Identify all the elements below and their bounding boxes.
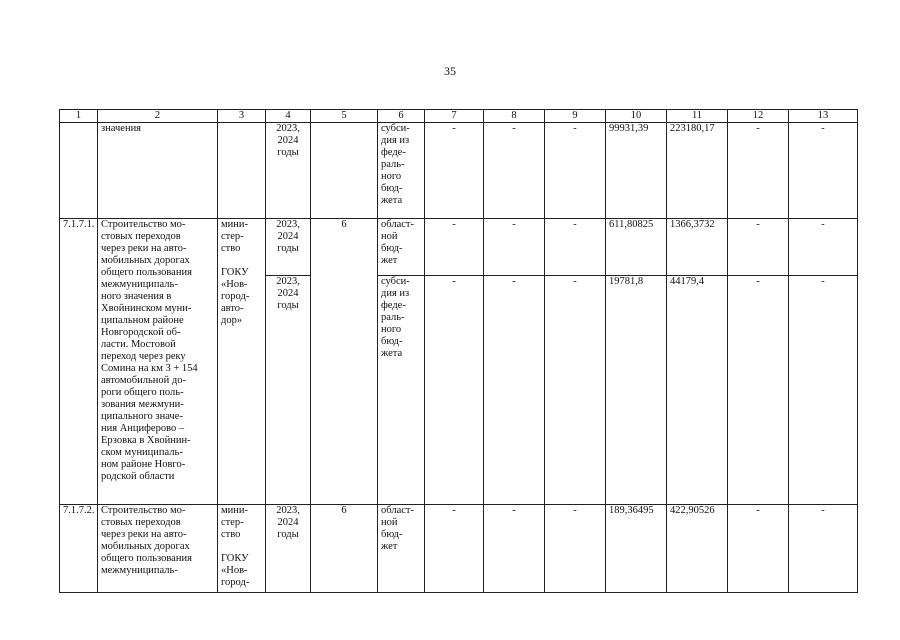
column-header: 9 [545,110,606,123]
value-cell: - [545,219,606,276]
source-cell: субси- дия из феде- раль- ного бюд- жета [378,276,425,505]
value-cell: 189,36495 [606,505,667,593]
value-cell: - [728,219,789,276]
value-cell: - [484,505,545,593]
name-cell: значения [98,123,218,219]
value-cell: - [484,276,545,505]
header-row [60,110,858,123]
target-cell [311,123,378,219]
value-cell: - [425,276,484,505]
page-number: 35 [444,64,456,78]
value-cell: - [425,123,484,219]
code-cell [60,123,98,219]
value-cell: - [789,276,858,505]
source-cell: субси- дия из феде- раль- ного бюд- жета [378,123,425,219]
table-row-7172 [60,505,858,593]
code-cell: 7.1.7.1. [60,219,98,505]
target-cell: 6 [311,505,378,593]
code-cell: 7.1.7.2. [60,505,98,593]
value-cell: - [484,219,545,276]
value-cell: - [728,276,789,505]
table-row-continuation [60,123,858,219]
column-header: 1 [60,110,98,123]
value-cell: - [789,219,858,276]
name-cell: Строительство мо- стовых переходов через реки на авто- мобильных дорогах общего пользования межмуниципаль- ного значения в Хвойнинском муни- ципальном районе Новгородской об- ласти. Мостовой переход через реку Сомина на км 3 + 154 автомобильной до- роги общего поль- зования межмуни- ципального значе- ния Анциферово – Ерзовка в Хвойнин- ском муниципаль- ном районе Новго- родской области [98,219,218,505]
column-header: 10 [606,110,667,123]
value-cell: 1366,3732 [667,219,728,276]
column-header: 12 [728,110,789,123]
table-row-7171-regional [60,219,858,276]
value-cell: - [789,505,858,593]
budget-table [59,109,858,593]
name-cell: Строительство мо- стовых переходов через реки на авто- мобильных дорогах общего пользования межмуниципаль- [98,505,218,593]
executor-cell: мини- стер- ство ГОКУ «Нов- город- авто- дор» [218,219,266,505]
source-cell: област- ной бюд- жет [378,219,425,276]
column-header: 6 [378,110,425,123]
value-cell: - [545,276,606,505]
column-header: 2 [98,110,218,123]
years-cell: 2023, 2024 годы [266,276,311,505]
column-header: 7 [425,110,484,123]
column-header: 11 [667,110,728,123]
value-cell: - [425,219,484,276]
value-cell: - [425,505,484,593]
years-cell: 2023, 2024 годы [266,123,311,219]
column-header: 8 [484,110,545,123]
value-cell: 44179,4 [667,276,728,505]
value-cell: - [789,123,858,219]
value-cell: - [545,505,606,593]
value-cell: - [728,505,789,593]
value-cell: 223180,17 [667,123,728,219]
executor-cell: мини- стер- ство ГОКУ «Нов- город- [218,505,266,593]
executor-cell [218,123,266,219]
value-cell: 611,80825 [606,219,667,276]
years-cell: 2023, 2024 годы [266,505,311,593]
value-cell: 99931,39 [606,123,667,219]
value-cell: - [484,123,545,219]
source-cell: област- ной бюд- жет [378,505,425,593]
value-cell: - [545,123,606,219]
value-cell: - [728,123,789,219]
value-cell: 422,90526 [667,505,728,593]
column-header: 4 [266,110,311,123]
column-header: 13 [789,110,858,123]
value-cell: 19781,8 [606,276,667,505]
years-cell: 2023, 2024 годы [266,219,311,276]
column-header: 5 [311,110,378,123]
column-header: 3 [218,110,266,123]
target-cell: 6 [311,219,378,505]
